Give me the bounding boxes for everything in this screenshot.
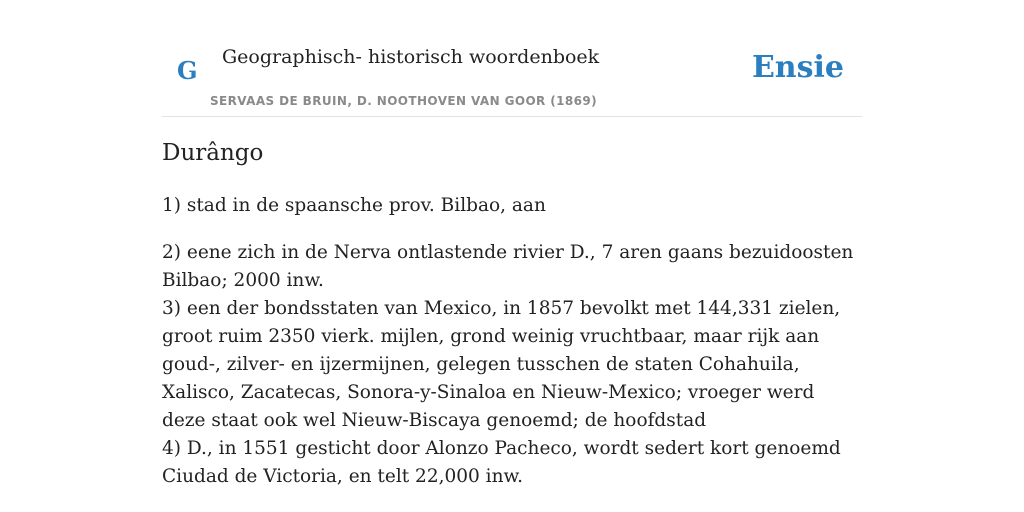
book-logo-icon[interactable]: G bbox=[177, 56, 198, 85]
entry-title: Durângo bbox=[162, 140, 264, 166]
entry-paragraph: 2) eene zich in de Nerva ontlastende rivier D., 7 aren gaans bezuidoosten Bilbao; 2000 inw. bbox=[162, 242, 854, 291]
entry-body bbox=[162, 192, 862, 491]
book-title[interactable]: Geographisch- historisch woordenboek bbox=[222, 46, 600, 68]
brand-logo[interactable]: Ensie bbox=[751, 50, 844, 85]
book-author-line: SERVAAS DE BRUIN, D. NOOTHOVEN VAN GOOR (1869) bbox=[210, 94, 598, 108]
entry-paragraph: 1) stad in de spaansche prov. Bilbao, aan bbox=[162, 195, 546, 216]
entry-paragraph: 3) een der bondsstaten van Mexico, in 1857 bevolkt met 144,331 zielen, groot ruim 2350 vierk. mijlen, grond weinig vruchtbaar, maar rijk aan goud-, zilver- en ijzermijnen, gelegen tusschen de staten Cohahuila, Xalisco, Zacatecas, Sonora-y-Sinaloa en Nieuw-Mexico; vroeger werd deze staat ook wel Nieuw-Biscaya genoemd; de hoofdstad bbox=[162, 298, 841, 431]
entry-paragraph: 4) D., in 1551 gesticht door Alonzo Pacheco, wordt sedert kort genoemd Ciudad de Victoria, en telt 22,000 inw. bbox=[162, 438, 841, 487]
header bbox=[162, 0, 862, 117]
